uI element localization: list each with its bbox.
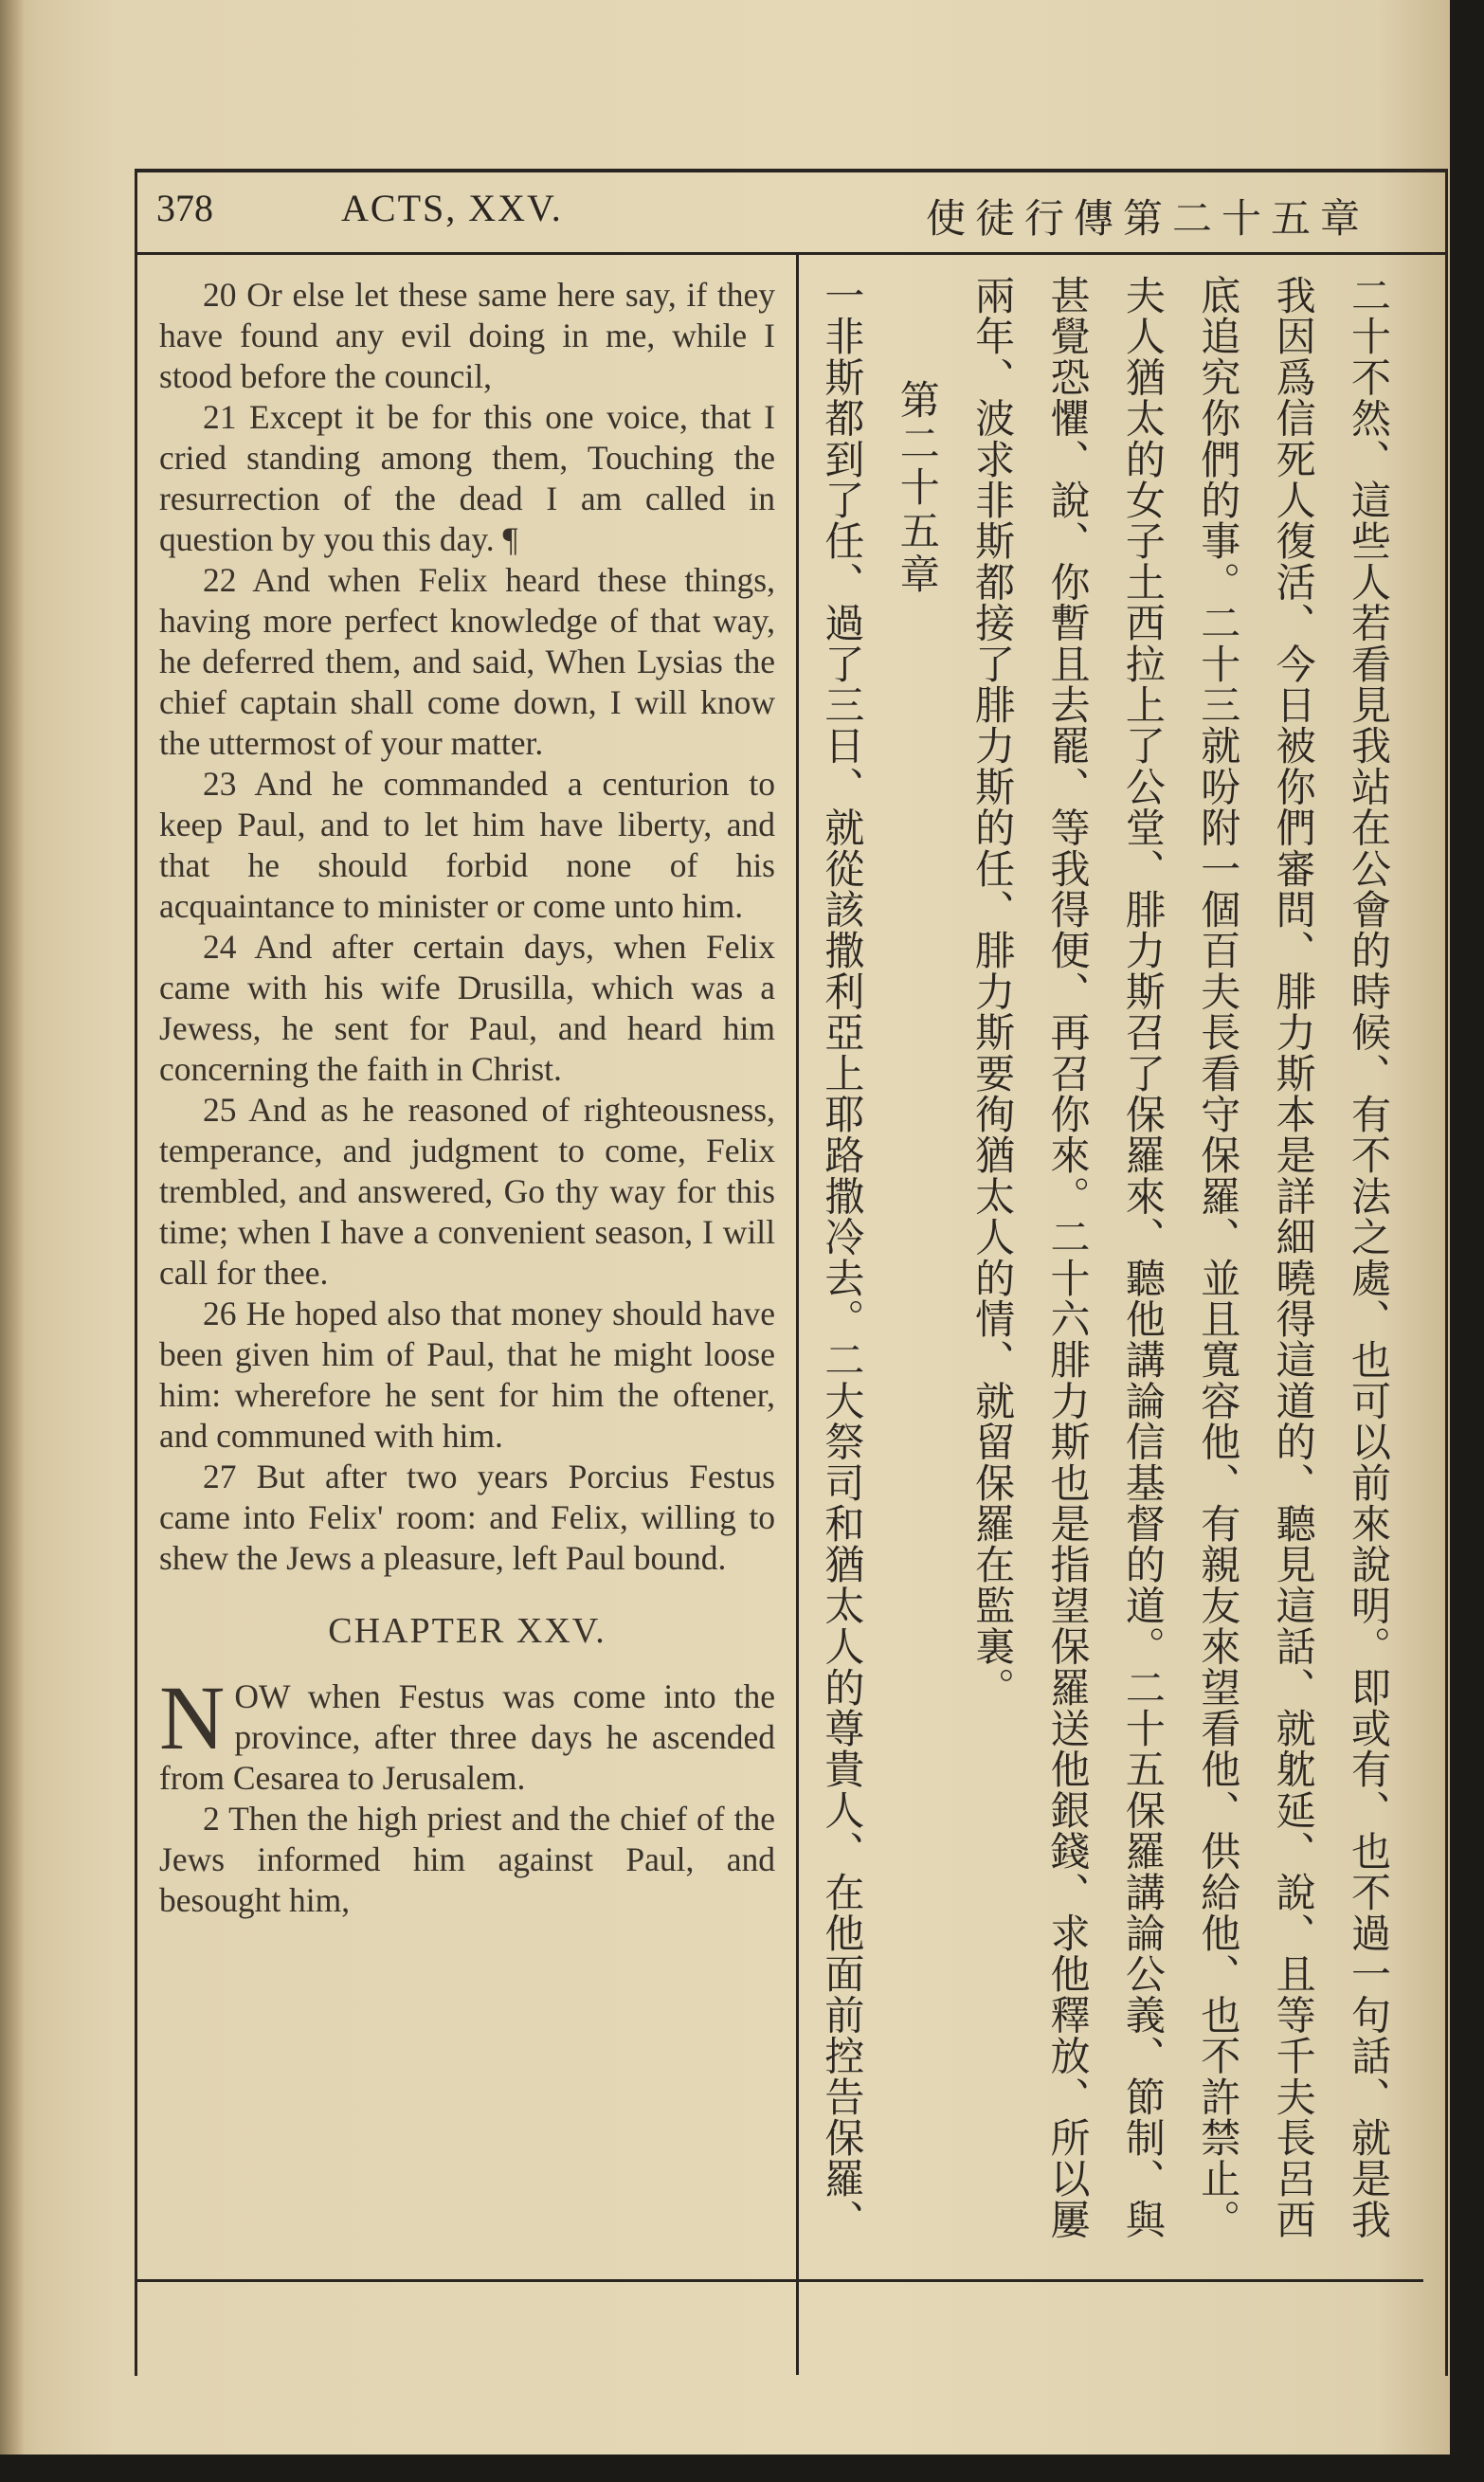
chapter-verse-1 bbox=[159, 1667, 775, 1799]
english-column bbox=[159, 275, 775, 1921]
chinese-column-1: 二十不然、這些人若看見我站在公會的時候、有不法之處、也可以前來說明。即或有、也不過一句話、就是我 bbox=[1346, 275, 1392, 2240]
chinese-column-2: 我因爲信死人復活、今日被你們審問、腓力斯本是詳細曉得這道的、聽見這話、就躭延、說、且等千夫長呂西 bbox=[1270, 275, 1317, 2240]
verse-21: 21 Except it be for this one voice, that I cried standing among them, Touching the resurrection of the dead I am called in question by you this day. ¶ bbox=[159, 398, 775, 558]
verse-23: 23 And he commanded a centurion to keep Paul, and to let him have liberty, and that he should forbid none of his acquaintance to minister or come unto him. bbox=[159, 765, 775, 925]
chapter-heading: CHAPTER XXV. bbox=[328, 1611, 606, 1651]
verse-24: 24 And after certain days, when Felix came with his wife Drusilla, which was a Jewess, he sent for Paul, and heard him concerning the faith in Christ. bbox=[159, 928, 775, 1088]
chapter-verse-2: 2 Then the high priest and the chief of the Jews informed him against Paul, and besought him, bbox=[159, 1800, 775, 1919]
chinese-column-3: 底追究你們的事。二十三就吩附一個百夫長看守保羅、並且寬容他、有親友來望看他、供給他、也不許禁止。 bbox=[1195, 275, 1242, 2240]
column-divider bbox=[796, 252, 799, 2375]
running-header bbox=[137, 172, 1445, 255]
drop-cap: N bbox=[159, 1667, 226, 1768]
verse-27: 27 But after two years Porcius Festus came into Felix' room: and Felix, willing to shew the Jews a pleasure, left Paul bound. bbox=[159, 1458, 775, 1577]
chinese-column-6: 兩年、波求非斯都接了腓力斯的任、腓力斯要徇猶太人的情、就留保羅在監裏。 bbox=[969, 275, 1017, 1708]
chinese-column-5: 甚覺恐懼、說、你暫且去罷、等我得便、再召你來。二十六腓力斯也是指望保羅送他銀錢、求他釋放、所以屢 bbox=[1044, 275, 1092, 2240]
chinese-column-8: 一非斯都到了任、過了三日、就從該撒利亞上耶路撒冷去。二大祭司和猶太人的尊貴人、在他面前控告保羅、 bbox=[819, 275, 866, 2240]
verse-22: 22 And when Felix heard these things, having more perfect knowledge of that way, he deferred them, and said, When Lysias the chief captain shall come down, I will know the uttermost of your matter. bbox=[159, 561, 775, 762]
english-running-title: ACTS, XXV. bbox=[341, 187, 563, 229]
bottom-rule bbox=[135, 2279, 1423, 2282]
verse-25: 25 And as he reasoned of righteousness, temperance, and judgment to come, Felix trembled, and answered, Go thy way for this time; when I have a convenient season, I will call for thee. bbox=[159, 1091, 775, 1292]
page-number: 378 bbox=[156, 187, 213, 229]
verse-20: 20 Or else let these same here say, if they have found any evil doing in me, while I stood before the council, bbox=[159, 276, 775, 395]
chinese-column-4: 夫人猶太的女子土西拉上了公堂、腓力斯召了保羅來、聽他講論信基督的道。二十五保羅講論公義、節制、與 bbox=[1119, 275, 1167, 2240]
chinese-column-area bbox=[805, 275, 1407, 2274]
verse-26: 26 He hoped also that money should have been given him of Paul, that he might loose him: wherefore he sent for him the oftener, and communed with him. bbox=[159, 1295, 775, 1455]
chapter-verse-1-text: OW when Festus was come into the province, after three days he ascended from Cesarea to Jerusalem. bbox=[159, 1677, 775, 1797]
chinese-chapter-heading: 第二十五章 bbox=[894, 379, 941, 597]
chinese-running-title: 使徒行傳第二十五章 bbox=[925, 195, 1369, 242]
